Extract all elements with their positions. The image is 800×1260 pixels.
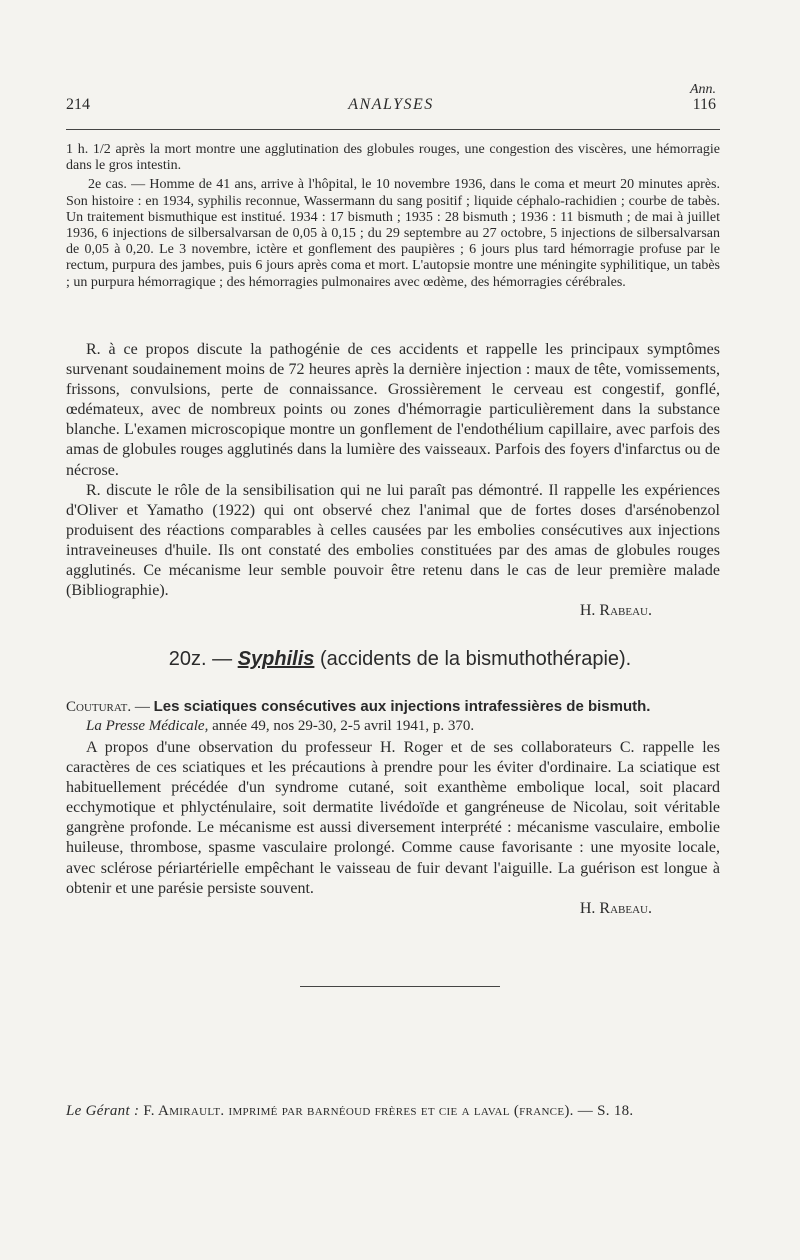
section-keyword: Syphilis [237, 648, 315, 670]
header-rule [66, 129, 720, 130]
citation-details: année 49, nos 29-30, 2-5 avril 1941, p. 370. [208, 718, 475, 734]
annotation-ann: Ann. [689, 82, 716, 97]
article-reference [66, 697, 720, 736]
running-header [66, 96, 716, 118]
section-heading [0, 648, 800, 671]
article-body [66, 738, 720, 919]
page-number-left: 214 [66, 96, 90, 113]
signature: H. Rabeau. [579, 602, 652, 620]
page-number-right: 116 [692, 96, 716, 113]
section-subtitle: (accidents de la bismuthothérapie). [319, 648, 632, 670]
paragraph: R. à ce propos discute la pathogénie de ces accidents et rappelle les principaux symptômes survenant soudainement moins de 72 heures après la dernière injection : maux de tête, vomissements, frissons, convulsions, perte de connaissance. Grossièrement le cerveau est congestif, gonflé, œdémateux, avec de nombreux points ou zones d'hémorragie particulièrement dans la substance blanche. L'examen microscopique montre un gonflement de l'endothélium capillaire, avec parfois des amas de globules rouges agglutinés dans la lumière des vaisseaux. Parfois des foyers d'infarctus ou de nécrose. [66, 341, 720, 479]
paragraph-case-2: 2e cas. — Homme de 41 ans, arrive à l'hôpital, le 10 novembre 1936, dans le coma et meurt 20 minutes après. Son histoire : en 1934, syphilis reconnue, Wassermann du sang positif ; liquide céphalo-rachidien ; courbe de tabès. Un traitement bismuthique est institué. 1934 : 17 bismuth ; 1935 : 28 bismuth ; 1936 : 11 bismuth ; de mai à juillet 1936, 6 injections de silbersalvarsan de 0,05 à 0,15 ; du 29 septembre au 27 octobre, 5 injections de silbersalvarsan de 0,05 à 0,20. Le 3 novembre, ictère et gonflement des paupières ; 6 jours plus tard hémorragie profuse par le rectum, purpura des jambes, puis 6 jours après coma et mort. L'autopsie montre une méningite syphilitique, un tabès ; un purpura hémorragique ; des hémorragies pulmonaires avec œdème, des hémorragies cérébrales. [66, 177, 720, 290]
paragraph: R. discute le rôle de la sensibilisation qui ne lui paraît pas démontré. Il rappelle les expériences d'Oliver et Yamatho (1922) qui ont observé chez l'animal que de fortes doses d'arsénobenzol produisent des réactions comparables à celles causées par les embolies consécutives aux injections intraveineuses d'huile. Ils ont constaté des embolies constituées par des amas de globules rouges agglutinés. Ce mécanisme leur semble pouvoir être retenu dans le cas de leur première malade (Bibliographie). [66, 481, 720, 600]
prior-article-discussion [66, 340, 720, 621]
running-title: ANALYSES [348, 96, 434, 113]
article-title: Les sciatiques consécutives aux injections intrafessières de bismuth. [153, 698, 651, 715]
reference-line [66, 697, 720, 717]
section-number: 20z. — [168, 648, 233, 670]
journal-name: La Presse Médicale, [86, 718, 209, 734]
footer-printer: imprimé par barnéoud frères et cie a laval (france). — S. 18. [224, 1103, 634, 1119]
article-author: Couturat. [66, 699, 132, 715]
separator-rule [300, 986, 500, 987]
signature: H. Rabeau. [579, 899, 652, 917]
paragraph: 1 h. 1/2 après la mort montre une agglutination des globules rouges, une congestion des viscères, une hémorragie dans le gros intestin. [66, 142, 720, 174]
page-footer [66, 1103, 720, 1120]
article-source [66, 717, 720, 736]
reference-dash: — [131, 699, 154, 715]
footer-gerant-label: Le Gérant : [66, 1103, 140, 1119]
prior-article-small-text [66, 142, 720, 291]
paragraph: A propos d'une observation du professeur H. Roger et de ses collaborateurs C. rappelle les caractères de ces sciatiques et les précautions à prendre pour les éviter d'ordinaire. La sciatique est habituellement précédée d'un syndrome cutané, soit exanthème embolique local, soit placard ecchymotique et phlycténulaire, soit dermatite livédoïde et gangréneuse de Nicolau, soit véritable gangrène profonde. Le mécanisme est aussi diversement interprété : mécanisme vasculaire, embolie huileuse, thrombose, spasme vasculaire prolongé. Comme cause favorisante : une myosite locale, avec sclérose périartérielle empêchant le vaisseau de fuir devant l'aiguille. La guérison est longue à obtenir et une parésie persiste souvent. [66, 739, 720, 897]
footer-gerant-name: F. Amirault. [139, 1103, 225, 1119]
